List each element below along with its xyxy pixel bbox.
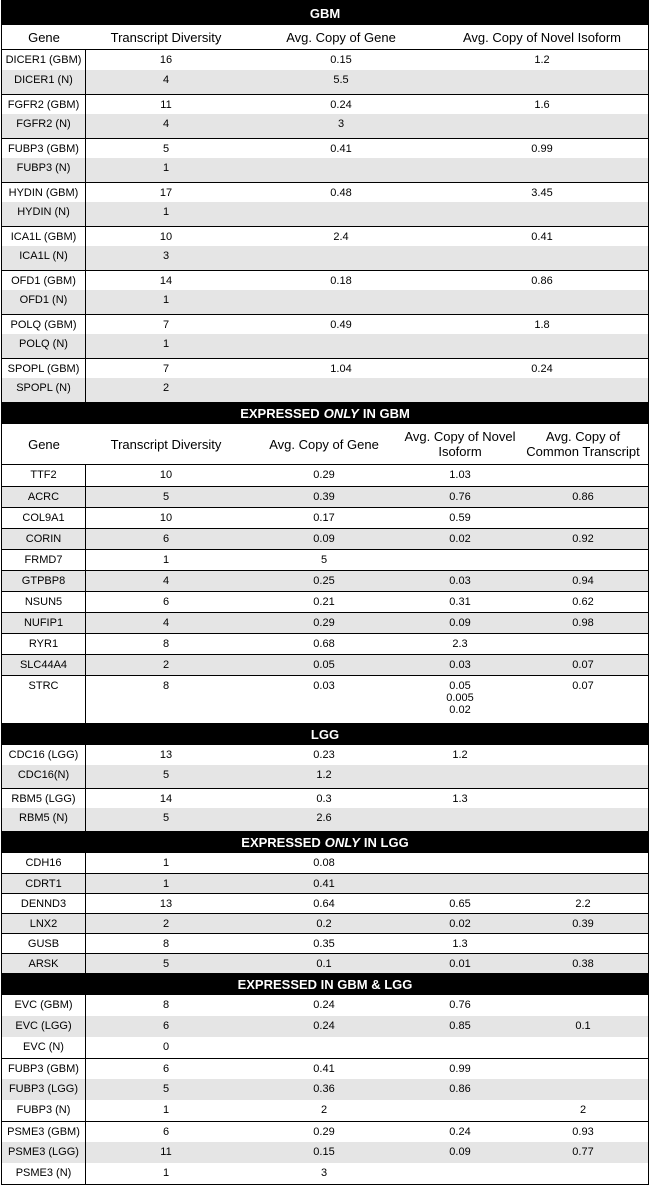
value-cell — [436, 246, 648, 270]
value-cell: 0.35 — [313, 938, 335, 950]
gene-cell: ICA1L (GBM) — [2, 227, 86, 246]
value-cell: 0.31 — [449, 596, 471, 608]
section-title-only-lgg — [2, 831, 648, 853]
gene-cell: DICER1 (N) — [2, 70, 86, 94]
table-row — [2, 853, 648, 873]
table-row — [2, 788, 648, 808]
table-row — [2, 953, 648, 973]
value-cell: 0.39 — [572, 918, 594, 930]
value-cell: 5.5 — [333, 74, 349, 86]
gene-cell: FUBP3 (LGG) — [2, 1079, 86, 1100]
value-cell: 0.85 — [449, 1020, 471, 1032]
gene-cell: DENND3 — [2, 894, 86, 913]
gene-cell: CDC16(N) — [2, 765, 86, 788]
gene-cell: PSME3 (LGG) — [2, 1142, 86, 1163]
value-cell: 0.02 — [449, 918, 471, 930]
value-cell: 0.65 — [449, 898, 471, 910]
value-cell: 0.1 — [575, 1020, 591, 1032]
value-cell: 4 — [162, 74, 170, 86]
value-cell — [436, 114, 648, 138]
header-avg-copy-novel-isoform: Avg. Copy of Novel Isoform — [463, 29, 621, 45]
value-cell: 1 — [162, 554, 170, 566]
value-cell: 5 — [162, 491, 170, 503]
value-cell: 7 — [162, 363, 170, 375]
value-cell — [436, 70, 648, 94]
value-cell: 2.6 — [316, 812, 332, 824]
value-cell: 0.98 — [572, 617, 594, 629]
gene-cell: ACRC — [2, 487, 86, 507]
table-row — [2, 1016, 648, 1037]
gene-cell: HYDIN (GBM) — [2, 183, 86, 202]
table-row — [2, 1037, 648, 1058]
gene-cell: CDC16 (LGG) — [2, 745, 86, 765]
gene-cell: POLQ (GBM) — [2, 315, 86, 334]
value-cell: 0.48 — [330, 187, 352, 199]
gbm-table-body — [2, 50, 648, 402]
value-cell — [518, 465, 648, 486]
value-cell — [246, 334, 436, 358]
gene-cell: PSME3 (N) — [2, 1163, 86, 1184]
header-avg-copy-gene: Avg. Copy of Gene — [286, 29, 396, 45]
value-cell: 1 — [162, 1104, 170, 1116]
gene-cell: GTPBP8 — [2, 571, 86, 591]
table-row — [2, 591, 648, 612]
gene-cell: HYDIN (N) — [2, 202, 86, 226]
value-cell: 17 — [159, 187, 173, 199]
value-cell: 3 — [162, 250, 170, 262]
gene-cell: CDRT1 — [2, 874, 86, 893]
table-row — [2, 70, 648, 94]
gene-cell: LNX2 — [2, 914, 86, 933]
value-cell: 2.3 — [452, 638, 468, 650]
value-cell — [518, 808, 648, 831]
header-avg-copy-common-transcript: Avg. Copy of Common Transcript — [526, 429, 640, 459]
table-row — [2, 334, 648, 358]
value-cell — [518, 1059, 648, 1079]
table-row — [2, 50, 648, 70]
gene-cell: SPOPL (GBM) — [2, 359, 86, 378]
value-cell: 8 — [162, 638, 170, 650]
value-cell: 1 — [162, 878, 170, 890]
value-cell: 0.3 — [316, 793, 332, 805]
value-cell: 4 — [162, 617, 170, 629]
table-row — [2, 158, 648, 182]
value-cell: 1.2 — [534, 54, 550, 66]
gene-cell: FUBP3 (N) — [2, 1100, 86, 1121]
value-cell: 2 — [579, 1104, 587, 1116]
value-cell: 0.03 — [313, 680, 335, 692]
value-cell: 1.8 — [534, 319, 550, 331]
table-row — [2, 654, 648, 675]
value-cell: 1.2 — [452, 749, 468, 761]
table-row — [2, 1121, 648, 1142]
value-cell: 16 — [159, 54, 173, 66]
value-cell: 0.2 — [316, 918, 332, 930]
value-cell — [518, 1079, 648, 1100]
value-cell: 5 — [162, 769, 170, 781]
table-row — [2, 612, 648, 633]
value-cell — [518, 508, 648, 528]
value-cell: 5 — [162, 958, 170, 970]
value-cell: 0.38 — [572, 958, 594, 970]
header-avg-copy-gene: Avg. Copy of Gene — [269, 436, 379, 452]
value-cell: 0.36 — [313, 1083, 335, 1095]
section-title-only-gbm-em: ONLY — [323, 405, 359, 421]
value-cell: 0.24 — [313, 999, 335, 1011]
value-cell: 0.15 — [330, 54, 352, 66]
value-cell: 0.99 — [449, 1063, 471, 1075]
value-cell: 5 — [162, 812, 170, 824]
value-cell: 0.41 — [330, 143, 352, 155]
value-cell: 0.99 — [531, 143, 553, 155]
value-cell — [402, 550, 518, 570]
value-cell: 0.76 — [449, 491, 471, 503]
value-cell: 0.24 — [449, 1126, 471, 1138]
value-cell: 0.09 — [449, 1146, 471, 1158]
value-cell: 0.41 — [313, 1063, 335, 1075]
value-cell — [246, 378, 436, 402]
value-cell: 1.3 — [452, 793, 468, 805]
value-cell: 5 — [162, 1083, 170, 1095]
value-cell — [518, 550, 648, 570]
value-cell: 8 — [162, 938, 170, 950]
table-row — [2, 182, 648, 202]
value-cell: 6 — [162, 533, 170, 545]
table-row — [2, 202, 648, 226]
value-cell — [402, 874, 518, 893]
value-cell: 0.92 — [572, 533, 594, 545]
table-row — [2, 486, 648, 507]
value-cell — [518, 745, 648, 765]
value-cell: 10 — [159, 512, 173, 524]
value-cell: 8 — [162, 999, 170, 1011]
table-row — [2, 1163, 648, 1184]
gene-cell: RYR1 — [2, 634, 86, 654]
table-row — [2, 893, 648, 913]
value-cell: 2.4 — [333, 231, 349, 243]
value-cell: 1 — [162, 1167, 170, 1179]
table-row — [2, 114, 648, 138]
value-cell: 0.07 — [572, 680, 594, 692]
value-cell: 0.24 — [531, 363, 553, 375]
value-cell: 1.04 — [330, 363, 352, 375]
value-cell: 0.03 — [449, 659, 471, 671]
value-cell — [436, 290, 648, 314]
gene-cell: SPOPL (N) — [2, 378, 86, 402]
section-title-only-lgg-em: ONLY — [324, 834, 360, 850]
gene-cell: OFD1 (GBM) — [2, 271, 86, 290]
value-cell: 14 — [159, 275, 173, 287]
value-cell: 0.01 — [449, 958, 471, 970]
table-row — [2, 314, 648, 334]
gene-cell: NSUN5 — [2, 592, 86, 612]
header-transcript-diversity: Transcript Diversity — [110, 436, 222, 452]
section-title-only-gbm-pre: EXPRESSED — [240, 405, 320, 421]
value-cell: 3.45 — [531, 187, 553, 199]
gene-cell: FRMD7 — [2, 550, 86, 570]
value-cell: 1.2 — [316, 769, 332, 781]
value-cell: 0.21 — [313, 596, 335, 608]
lgg-table-body — [2, 745, 648, 831]
value-cell: 2.2 — [575, 898, 591, 910]
header-gene: Gene — [28, 436, 60, 452]
value-cell: 3 — [337, 118, 345, 130]
value-cell: 4 — [162, 118, 170, 130]
gbm-header-row — [2, 25, 648, 50]
value-cell: 0.07 — [572, 659, 594, 671]
value-cell: 0.02 — [449, 533, 471, 545]
gene-cell: TTF2 — [2, 465, 86, 486]
section-title-only-gbm — [2, 402, 648, 424]
value-cell: 0.09 — [449, 617, 471, 629]
value-cell: 0.41 — [313, 878, 335, 890]
value-cell — [436, 158, 648, 182]
value-cell: 0.05 — [313, 659, 335, 671]
gene-cell: FUBP3 (N) — [2, 158, 86, 182]
gene-cell: CORIN — [2, 529, 86, 549]
value-cell — [402, 1163, 518, 1184]
value-cell: 6 — [162, 1126, 170, 1138]
table-row — [2, 808, 648, 831]
value-cell: 0.29 — [313, 469, 335, 481]
table-row — [2, 358, 648, 378]
table-row — [2, 226, 648, 246]
table-row — [2, 94, 648, 114]
value-cell: 0.1 — [316, 958, 332, 970]
value-cell: 0.08 — [313, 857, 335, 869]
only-gbm-header-row — [2, 424, 648, 465]
value-cell: 1 — [162, 294, 170, 306]
value-cell: 7 — [162, 319, 170, 331]
value-cell — [518, 765, 648, 788]
section-title-both: EXPRESSED IN GBM & LGG — [2, 973, 648, 995]
table-row — [2, 765, 648, 788]
value-cell: 2 — [320, 1104, 328, 1116]
table-row — [2, 528, 648, 549]
gene-cell: RBM5 (LGG) — [2, 789, 86, 808]
gene-cell: EVC (LGG) — [2, 1016, 86, 1037]
only-gbm-table-body — [2, 465, 648, 723]
section-title-gbm: GBM — [2, 1, 648, 25]
value-cell: 11 — [160, 99, 172, 111]
value-cell: 0.76 — [449, 999, 471, 1011]
value-cell: 0.86 — [531, 275, 553, 287]
value-cell: 0.24 — [313, 1020, 335, 1032]
value-cell: 0.94 — [572, 575, 594, 587]
gene-cell: STRC — [2, 676, 86, 723]
value-cell — [246, 158, 436, 182]
value-cell: 13 — [159, 898, 173, 910]
gene-cell: FGFR2 (N) — [2, 114, 86, 138]
gene-cell: FUBP3 (GBM) — [2, 1059, 86, 1079]
value-cell — [402, 765, 518, 788]
section-title-only-lgg-post: IN LGG — [363, 834, 409, 850]
value-cell — [246, 1037, 402, 1058]
table-row — [2, 378, 648, 402]
value-cell: 1.6 — [534, 99, 550, 111]
gene-cell: COL9A1 — [2, 508, 86, 528]
only-lgg-table-body — [2, 853, 648, 973]
value-cell — [246, 246, 436, 270]
value-cell — [518, 1163, 648, 1184]
gene-cell: GUSB — [2, 934, 86, 953]
value-cell: 8 — [162, 680, 170, 692]
gene-cell: CDH16 — [2, 853, 86, 873]
header-gene: Gene — [28, 29, 60, 45]
value-cell — [436, 202, 648, 226]
value-cell: 0.29 — [313, 617, 335, 629]
section-title-lgg: LGG — [2, 723, 648, 745]
gene-cell: EVC (GBM) — [2, 995, 86, 1016]
value-cell: 0.25 — [313, 575, 335, 587]
value-cell: 1 — [162, 162, 170, 174]
value-cell: 0.09 — [313, 533, 335, 545]
value-cell: 0.23 — [313, 749, 335, 761]
table-row — [2, 246, 648, 270]
value-cell: 1 — [162, 338, 170, 350]
value-cell — [402, 853, 518, 873]
gene-cell: POLQ (N) — [2, 334, 86, 358]
value-cell: 10 — [159, 231, 173, 243]
header-avg-copy-novel-isoform: Avg. Copy of Novel Isoform — [404, 429, 516, 459]
gene-cell: SLC44A4 — [2, 655, 86, 675]
value-cell: 0.18 — [330, 275, 352, 287]
value-cell: 5 — [320, 554, 328, 566]
table-row — [2, 745, 648, 765]
value-cell: 0.41 — [531, 231, 553, 243]
value-cell: 0.39 — [313, 491, 335, 503]
value-cell: 0.86 — [572, 491, 594, 503]
value-cell — [518, 995, 648, 1016]
section-title-only-lgg-pre: EXPRESSED — [241, 834, 321, 850]
table-row — [2, 290, 648, 314]
value-cell: 0.59 — [449, 512, 471, 524]
value-cell: 0.77 — [572, 1146, 594, 1158]
gene-cell: ARSK — [2, 954, 86, 973]
value-cell: 0.15 — [313, 1146, 335, 1158]
value-cell: 11 — [160, 1146, 172, 1158]
value-cell: 0.68 — [313, 638, 335, 650]
value-cell: 0.62 — [572, 596, 594, 608]
table-row — [2, 633, 648, 654]
value-cell: 0.17 — [313, 512, 335, 524]
value-cell — [436, 378, 648, 402]
value-cell: 1 — [162, 206, 170, 218]
value-cell: 0.24 — [330, 99, 352, 111]
value-cell — [518, 934, 648, 953]
value-cell: 2 — [162, 659, 170, 671]
value-cell: 0.86 — [449, 1083, 471, 1095]
value-cell: 0.05 0.005 0.02 — [446, 680, 474, 716]
gene-cell: EVC (N) — [2, 1037, 86, 1058]
gene-cell: ICA1L (N) — [2, 246, 86, 270]
value-cell — [518, 634, 648, 654]
value-cell — [436, 334, 648, 358]
table-row — [2, 1079, 648, 1100]
value-cell — [402, 808, 518, 831]
value-cell — [246, 290, 436, 314]
gene-cell: FGFR2 (GBM) — [2, 95, 86, 114]
gene-cell: DICER1 (GBM) — [2, 50, 86, 70]
table-row — [2, 138, 648, 158]
table-row — [2, 570, 648, 591]
table-row — [2, 995, 648, 1016]
value-cell — [246, 202, 436, 226]
value-cell — [402, 1100, 518, 1121]
value-cell — [518, 789, 648, 808]
value-cell: 6 — [162, 596, 170, 608]
value-cell — [518, 874, 648, 893]
value-cell: 10 — [159, 469, 173, 481]
table-row — [2, 1058, 648, 1079]
table-row — [2, 933, 648, 953]
gene-cell: FUBP3 (GBM) — [2, 139, 86, 158]
value-cell: 0.03 — [449, 575, 471, 587]
section-title-only-gbm-post: IN GBM — [362, 405, 410, 421]
header-transcript-diversity: Transcript Diversity — [110, 29, 222, 45]
value-cell: 0.64 — [313, 898, 335, 910]
table-row — [2, 913, 648, 933]
table-row — [2, 549, 648, 570]
value-cell: 2 — [162, 918, 170, 930]
value-cell: 3 — [320, 1167, 328, 1179]
value-cell: 2 — [162, 382, 170, 394]
table-row — [2, 270, 648, 290]
table-row — [2, 465, 648, 486]
value-cell: 0 — [162, 1041, 170, 1053]
table-row — [2, 1142, 648, 1163]
gene-cell: PSME3 (GBM) — [2, 1122, 86, 1142]
value-cell: 1.03 — [449, 469, 471, 481]
value-cell — [518, 1037, 648, 1058]
value-cell: 6 — [162, 1063, 170, 1075]
value-cell: 1 — [162, 857, 170, 869]
value-cell: 6 — [162, 1020, 170, 1032]
gene-cell: RBM5 (N) — [2, 808, 86, 831]
both-table-body — [2, 995, 648, 1184]
table-row — [2, 873, 648, 893]
table-row — [2, 1100, 648, 1121]
table-row — [2, 507, 648, 528]
value-cell: 0.93 — [572, 1126, 594, 1138]
gene-cell: OFD1 (N) — [2, 290, 86, 314]
value-cell — [518, 853, 648, 873]
value-cell: 14 — [159, 793, 173, 805]
table-row — [2, 675, 648, 723]
value-cell: 0.49 — [330, 319, 352, 331]
results-table — [1, 0, 649, 1185]
value-cell: 1.3 — [452, 938, 468, 950]
value-cell: 13 — [159, 749, 173, 761]
gene-cell: NUFIP1 — [2, 613, 86, 633]
value-cell — [402, 1037, 518, 1058]
value-cell: 4 — [162, 575, 170, 587]
value-cell: 5 — [162, 143, 170, 155]
value-cell: 0.29 — [313, 1126, 335, 1138]
